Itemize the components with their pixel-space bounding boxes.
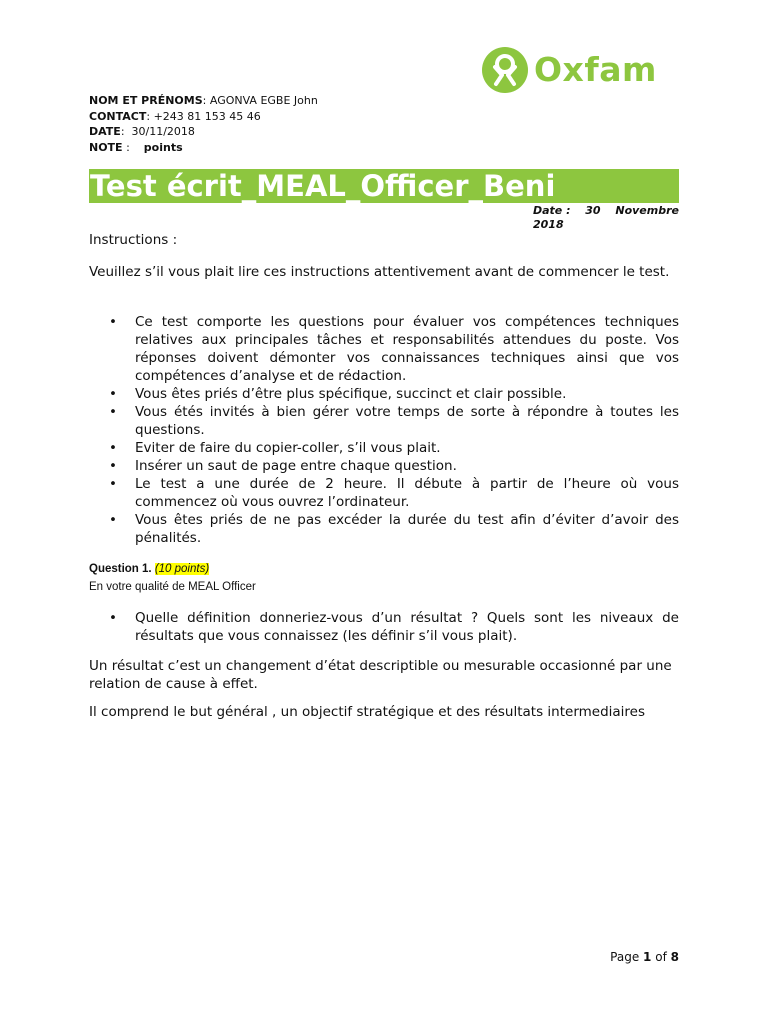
bullet-icon: • <box>109 476 117 492</box>
question-1-title <box>89 561 209 577</box>
list-item: • Vous êtes priés d’être plus spécifique, succinct et clair possible. <box>109 386 567 402</box>
of-word: of <box>655 950 667 964</box>
question-1-list <box>89 609 679 645</box>
list-item: • Insérer un saut de page entre chaque question. <box>109 458 457 474</box>
contact-value: : +243 81 153 45 46 <box>146 109 261 123</box>
oxfam-logo-icon <box>482 47 528 93</box>
note-label: NOTE <box>89 140 123 154</box>
date-day: 30 <box>585 204 601 217</box>
question-1-points: (10 points) <box>154 563 210 575</box>
note-value: : <box>122 140 130 154</box>
list-item: • Vous étés invités à bien gérer votre temps de sorte à répondre à toutes les questions. <box>109 404 679 438</box>
bullet-icon: • <box>109 458 117 474</box>
bullet-icon: • <box>109 314 117 330</box>
list-item: • Eviter de faire du copier-coller, s’il vous plait. <box>109 440 441 456</box>
title-bar <box>89 169 679 203</box>
test-date <box>533 204 679 232</box>
list-item: • Ce test comporte les questions pour évaluer vos compétences techniques relatives aux principales tâches et responsabilités attendues du poste. Vos réponses doivent démonter vos connaissances techniques ainsi que vos compétences d’analyse et de rédaction. <box>109 314 679 384</box>
date-value: : 30/11/2018 <box>120 125 195 138</box>
date-month: Novembre <box>615 204 679 217</box>
note-points: points <box>143 140 183 154</box>
answer-paragraph-2: Il comprend le but général , un objectif stratégique et des résultats intermediaires <box>89 704 646 720</box>
date-year: 2018 <box>533 218 564 231</box>
page-total: 8 <box>670 950 679 964</box>
name-line <box>89 93 318 109</box>
contact-line <box>89 109 318 125</box>
bullet-icon: • <box>109 512 117 528</box>
note-line <box>89 140 318 156</box>
date-label: DATE <box>89 125 121 138</box>
bullet-icon: • <box>109 440 117 456</box>
bullet-icon: • <box>109 610 117 626</box>
question-1-label: Question 1. <box>89 563 152 575</box>
bullet-icon: • <box>109 404 117 420</box>
page-footer <box>560 949 679 965</box>
name-value: : AGONVA EGBE John <box>202 94 318 107</box>
date-word: Date : <box>533 204 571 217</box>
page-title: Test écrit_MEAL_Officer_Beni <box>90 169 556 203</box>
contact-label: CONTACT <box>89 109 147 123</box>
name-label: NOM ET PRÉNOMS <box>89 94 203 107</box>
candidate-info <box>89 93 318 155</box>
page-current: 1 <box>643 950 652 964</box>
list-item: • Le test a une durée de 2 heure. Il débute à partir de l’heure où vous commencez où vous ouvrez l’ordinateur. <box>109 476 679 510</box>
list-item: • Vous êtes priés de ne pas excéder la durée du test afin d’éviter d’avoir des pénalités. <box>109 512 679 546</box>
instructions-heading: Instructions : <box>89 232 178 248</box>
logo-text: Oxfam <box>534 50 657 89</box>
list-item: • Quelle définition donneriez-vous d’un résultat ? Quels sont les niveaux de résultats que vous connaissez (les définir s’il vous plait). <box>109 610 679 644</box>
page-word: Page <box>610 950 640 964</box>
bullet-icon: • <box>109 386 117 402</box>
date-line <box>89 124 318 140</box>
instructions-list <box>89 313 679 547</box>
instructions-intro: Veuillez s’il vous plait lire ces instructions attentivement avant de commencer le test. <box>89 264 670 280</box>
answer-paragraph-1: Un résultat c’est un changement d’état descriptible ou mesurable occasionné par une relation de cause à effet. <box>89 658 672 692</box>
question-1-subtitle: En votre qualité de MEAL Officer <box>89 581 256 593</box>
oxfam-logo <box>482 46 657 94</box>
